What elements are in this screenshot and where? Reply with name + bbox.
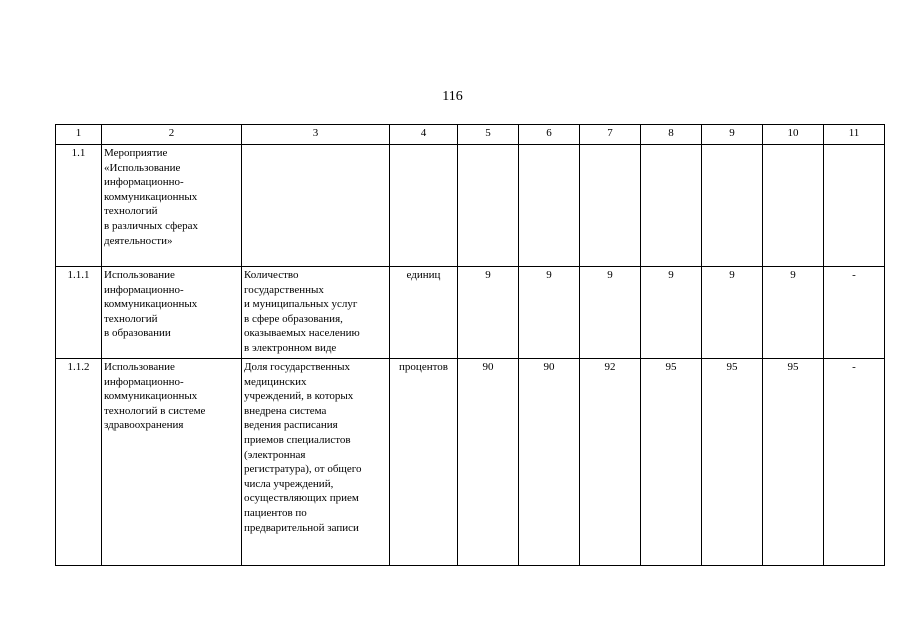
- row-number: 1.1: [56, 145, 102, 267]
- row-indicator: [242, 359, 390, 566]
- row-value: [580, 145, 641, 267]
- row-unit: процентов: [390, 359, 458, 566]
- row-indicator: [242, 145, 390, 267]
- column-header: 10: [763, 125, 824, 145]
- row-value: 95: [763, 359, 824, 566]
- row-value: [641, 145, 702, 267]
- row-value: 95: [702, 359, 763, 566]
- row-indicator-text: Количество государственных и муниципальных услуг в сфере образования, оказываемых населению в электронном виде: [244, 269, 360, 354]
- row-value: 9: [580, 267, 641, 359]
- row-indicator: [242, 267, 390, 359]
- row-unit: [390, 145, 458, 267]
- column-header: 6: [519, 125, 580, 145]
- row-value: [519, 145, 580, 267]
- row-value: -: [824, 359, 885, 566]
- column-header: 9: [702, 125, 763, 145]
- table-row: [56, 145, 885, 267]
- row-unit: единиц: [390, 267, 458, 359]
- column-header: 5: [458, 125, 519, 145]
- row-value: -: [824, 267, 885, 359]
- row-value: 9: [519, 267, 580, 359]
- row-value: [458, 145, 519, 267]
- column-header: 11: [824, 125, 885, 145]
- header-row: [56, 125, 885, 145]
- row-value: 90: [519, 359, 580, 566]
- table-row: [56, 359, 885, 566]
- row-value: [702, 145, 763, 267]
- column-header: 7: [580, 125, 641, 145]
- row-value: 95: [641, 359, 702, 566]
- row-name-text: Использование информационно- коммуникационных технологий в системе здравоохранения: [104, 361, 206, 432]
- row-value: [824, 145, 885, 267]
- row-name-text: Использование информационно- коммуникационных технологий в образовании: [104, 269, 198, 340]
- row-number: 1.1.1: [56, 267, 102, 359]
- row-value: 9: [763, 267, 824, 359]
- row-number: 1.1.2: [56, 359, 102, 566]
- column-header: 8: [641, 125, 702, 145]
- row-name: [102, 145, 242, 267]
- table-row: [56, 267, 885, 359]
- row-value: 92: [580, 359, 641, 566]
- column-header: 4: [390, 125, 458, 145]
- row-value: 9: [702, 267, 763, 359]
- page-number: 116: [442, 89, 463, 104]
- column-header: 1: [56, 125, 102, 145]
- row-name: [102, 267, 242, 359]
- row-value: [763, 145, 824, 267]
- column-header: 2: [102, 125, 242, 145]
- row-indicator-text: Доля государственных медицинских учреждений, в которых внедрена система ведения расписания приемов специалистов (электронная регистратура), от общего числа учреждений, осуществляющих прием пациентов по предварительной записи: [244, 361, 362, 534]
- row-value: 9: [458, 267, 519, 359]
- row-value: 9: [641, 267, 702, 359]
- row-name-text: Мероприятие «Использование информационно- коммуникационных технологий в различных сферах деятельности»: [104, 147, 199, 247]
- indicators-table: [55, 124, 885, 566]
- column-header: 3: [242, 125, 390, 145]
- row-name: [102, 359, 242, 566]
- row-value: 90: [458, 359, 519, 566]
